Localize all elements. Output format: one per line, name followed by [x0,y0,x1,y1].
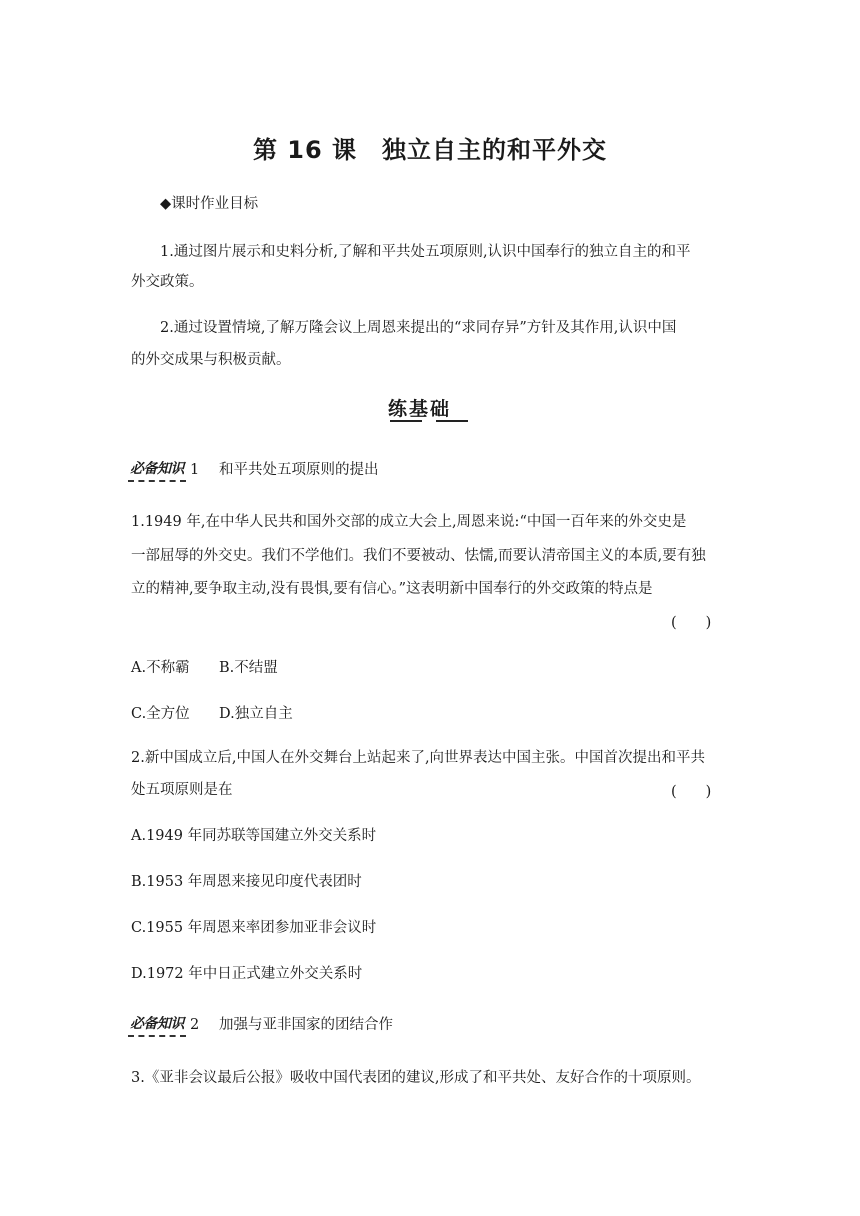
knowledge-badge-2: 必备知识 [128,1013,186,1037]
q2-option-b: B.1953 年周恩来接见印度代表团时 [131,874,362,890]
q1-option-a: A.不称霸 [131,660,190,676]
objective-1-line-2: 外交政策。 [131,274,204,290]
section-underline-right [436,420,468,422]
knowledge-badge-1: 必备知识 [128,458,186,482]
q1-line-2: 一部屈辱的外交史。我们不学他们。我们不要被动、怯懦,而要认清帝国主义的本质,要有独 [131,548,706,564]
q2-line-2: 处五项原则是在 [131,782,233,798]
q1-option-b: B.不结盟 [219,660,278,676]
q2-option-a: A.1949 年同苏联等国建立外交关系时 [131,828,377,844]
knowledge-label-1: 和平共处五项原则的提出 [219,462,379,478]
q1-answer-blank: ( ) [671,615,712,631]
lesson-title: 第 16 课 独立自主的和平外交 [252,136,608,164]
q2-answer-blank: ( ) [671,784,712,800]
section-underline-left [390,420,422,422]
q1-line-3: 立的精神,要争取主动,没有畏惧,要有信心。”这表明新中国奉行的外交政策的特点是 [131,581,653,597]
q1-option-d: D.独立自主 [219,706,293,722]
section-header [380,392,480,428]
objectives-heading: ◆课时作业目标 [160,196,259,212]
q3-line-1: 3.《亚非会议最后公报》吸收中国代表团的建议,形成了和平共处、友好合作的十项原则。 [131,1070,701,1086]
q1-line-1: 1.1949 年,在中华人民共和国外交部的成立大会上,周恩来说:“中国一百年来的外交史是 [131,514,687,530]
knowledge-number-1: 1 [190,462,200,478]
knowledge-number-2: 2 [190,1017,200,1033]
q2-option-c: C.1955 年周恩来率团参加亚非会议时 [131,920,377,936]
section-title: 练基础 [388,398,452,420]
knowledge-label-2: 加强与亚非国家的团结合作 [219,1017,393,1033]
objective-2-line-2: 的外交成果与积极贡献。 [131,352,291,368]
q2-line-1: 2.新中国成立后,中国人在外交舞台上站起来了,向世界表达中国主张。中国首次提出和平共 [131,750,706,766]
q1-option-c: C.全方位 [131,706,190,722]
objective-1-line-1: 1.通过图片展示和史料分析,了解和平共处五项原则,认识中国奉行的独立自主的和平 [160,244,691,260]
q2-option-d: D.1972 年中日正式建立外交关系时 [131,966,363,982]
objective-2-line-1: 2.通过设置情境,了解万隆会议上周恩来提出的“求同存异”方针及其作用,认识中国 [160,320,677,336]
